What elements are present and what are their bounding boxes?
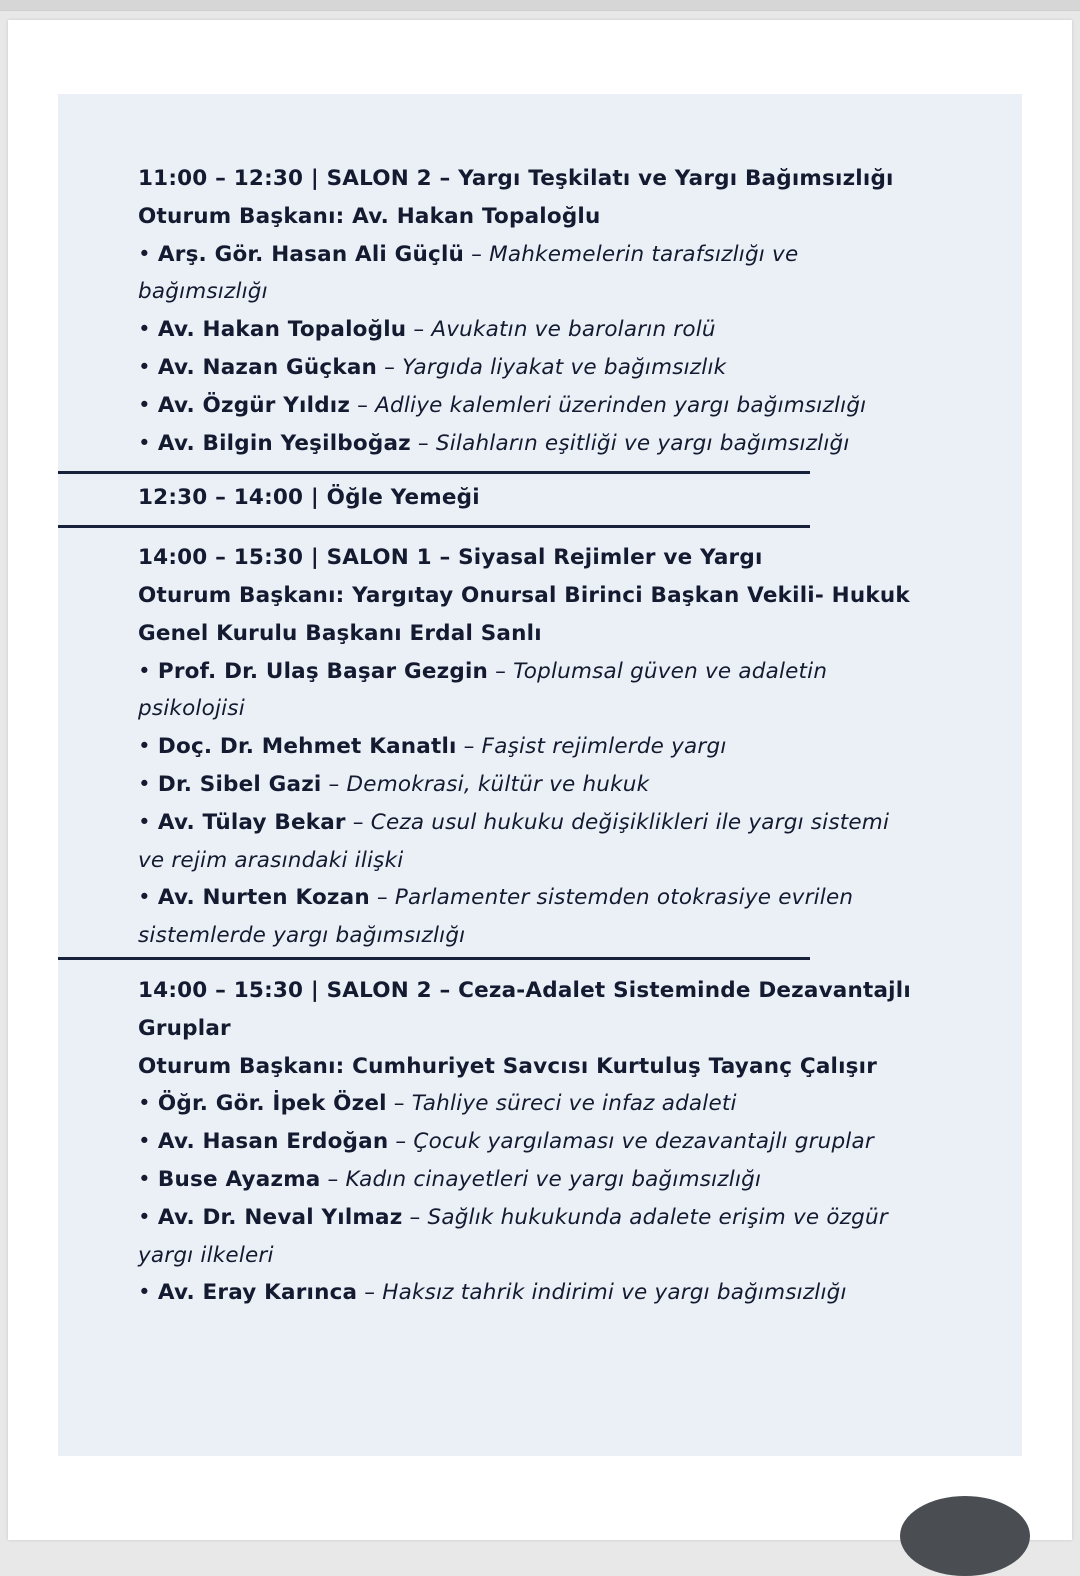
list-item: • Av. Bilgin Yeşilboğaz – Silahların eşitliği ve yargı bağımsızlığı (138, 430, 850, 456)
list-item: • Av. Eray Karınca – Haksız tahrik indirimi ve yargı bağımsızlığı (138, 1280, 847, 1306)
talk-topic: Parlamenter sistemden otokrasiye evrilen (394, 885, 854, 911)
talk-topic: Ceza usul hukuku değişiklikleri ile yargı sistemi (370, 809, 890, 835)
list-item: • Av. Dr. Neval Yılmaz – Sağlık hukukunda adalete erişim ve özgür (138, 1204, 888, 1230)
talk-topic-cont: bağımsızlığı (138, 279, 268, 305)
session-chair-cont: Genel Kurulu Başkanı Erdal Sanlı (138, 620, 542, 646)
speaker-name: Av. Dr. Neval Yılmaz (157, 1204, 403, 1230)
talk-topic-cont: ve rejim arasındaki ilişki (138, 847, 404, 873)
talk-topic: Toplumsal güven ve adaletin (513, 658, 828, 684)
talk-topic-cont: yargı ilkeleri (138, 1242, 274, 1268)
talk-topic: Haksız tahrik indirimi ve yargı bağımsızlığı (382, 1280, 847, 1306)
speaker-name: Av. Hakan Topaloğlu (157, 317, 407, 343)
speaker-name: Av. Tülay Bekar (157, 809, 346, 835)
talk-topic: Kadın cinayetleri ve yargı bağımsızlığı (345, 1166, 762, 1192)
divider (58, 471, 810, 474)
talk-topic: Adliye kalemleri üzerinden yargı bağımsızlığı (375, 392, 867, 418)
session-chair: Oturum Başkanı: Yargıtay Onursal Birinci Başkan Vekili- Hukuk (138, 582, 910, 608)
speaker-name: Av. Hasan Erdoğan (157, 1129, 389, 1155)
session-chair: Oturum Başkanı: Av. Hakan Topaloğlu (138, 203, 601, 229)
talk-topic-cont: psikolojisi (138, 696, 245, 722)
top-edge (0, 0, 1080, 11)
session-chair: Oturum Başkanı: Cumhuriyet Savcısı Kurtuluş Tayanç Çalışır (138, 1053, 878, 1079)
talk-topic: Faşist rejimlerde yargı (481, 734, 727, 760)
session-1 (138, 160, 958, 462)
list-item: • Av. Hasan Erdoğan – Çocuk yargılaması ve dezavantajlı gruplar (138, 1129, 874, 1155)
speaker-name: Dr. Sibel Gazi (157, 771, 322, 797)
talk-topic: Tahliye süreci ve infaz adaleti (411, 1091, 737, 1117)
speaker-name: Av. Nazan Güçkan (157, 354, 378, 380)
program-content (138, 160, 958, 1312)
divider (58, 957, 810, 960)
list-item: • Arş. Gör. Hasan Ali Güçlü – Mahkemelerin tarafsızlığı ve (138, 241, 799, 267)
session-title: 11:00 – 12:30 | SALON 2 – Yargı Teşkilatı ve Yargı Bağımsızlığı (138, 166, 894, 191)
list-item: • Av. Nazan Güçkan – Yargıda liyakat ve bağımsızlık (138, 354, 727, 380)
speaker-name: Av. Eray Karınca (157, 1280, 358, 1306)
list-item: • Av. Hakan Topaloğlu – Avukatın ve baroların rolü (138, 317, 716, 343)
talk-topic: Sağlık hukukunda adalete erişim ve özgür (427, 1204, 888, 1230)
list-item: • Buse Ayazma – Kadın cinayetleri ve yargı bağımsızlığı (138, 1166, 762, 1192)
speaker-name: Öğr. Gör. İpek Özel (157, 1091, 387, 1117)
list-item: • Av. Nurten Kozan – Parlamenter sistemden otokrasiye evrilen (138, 885, 854, 911)
list-item: • Av. Özgür Yıldız – Adliye kalemleri üzerinden yargı bağımsızlığı (138, 392, 867, 418)
talk-topic-cont: sistemlerde yargı bağımsızlığı (138, 923, 466, 949)
speaker-name: Av. Özgür Yıldız (157, 392, 351, 418)
speaker-name: Buse Ayazma (157, 1166, 321, 1192)
talk-topic: Avukatın ve baroların rolü (431, 317, 716, 343)
talk-topic: Demokrasi, kültür ve hukuk (346, 771, 650, 797)
session-3 (138, 972, 958, 1312)
session-title: 14:00 – 15:30 | SALON 1 – Siyasal Rejimler ve Yargı (138, 545, 763, 571)
speaker-name: Av. Bilgin Yeşilboğaz (157, 430, 411, 456)
speaker-name: Arş. Gör. Hasan Ali Güçlü (157, 241, 465, 267)
session-title-cont: Gruplar (138, 1015, 231, 1041)
speaker-name: Doç. Dr. Mehmet Kanatlı (157, 734, 457, 760)
speaker-name: Av. Nurten Kozan (157, 885, 370, 911)
list-item: • Prof. Dr. Ulaş Başar Gezgin – Toplumsal güven ve adaletin (138, 658, 828, 684)
list-item: • Doç. Dr. Mehmet Kanatlı – Faşist rejimlerde yargı (138, 734, 727, 760)
list-item: • Dr. Sibel Gazi – Demokrasi, kültür ve hukuk (138, 771, 650, 797)
lunch-break: 12:30 – 14:00 | Öğle Yemeği (138, 485, 480, 511)
talk-topic: Silahların eşitliği ve yargı bağımsızlığı (435, 430, 850, 456)
divider (58, 525, 810, 528)
talk-topic: Mahkemelerin tarafsızlığı ve (489, 241, 799, 267)
session-title: 14:00 – 15:30 | SALON 2 – Ceza-Adalet Sisteminde Dezavantajlı (138, 977, 911, 1003)
floating-button[interactable] (900, 1496, 1030, 1576)
speaker-name: Prof. Dr. Ulaş Başar Gezgin (157, 658, 489, 684)
talk-topic: Yargıda liyakat ve bağımsızlık (402, 354, 727, 380)
talk-topic: Çocuk yargılaması ve dezavantajlı gruplar (413, 1129, 874, 1155)
session-2 (138, 539, 958, 955)
list-item: • Öğr. Gör. İpek Özel – Tahliye süreci ve infaz adaleti (138, 1091, 737, 1117)
list-item: • Av. Tülay Bekar – Ceza usul hukuku değişiklikleri ile yargı sistemi (138, 809, 890, 835)
